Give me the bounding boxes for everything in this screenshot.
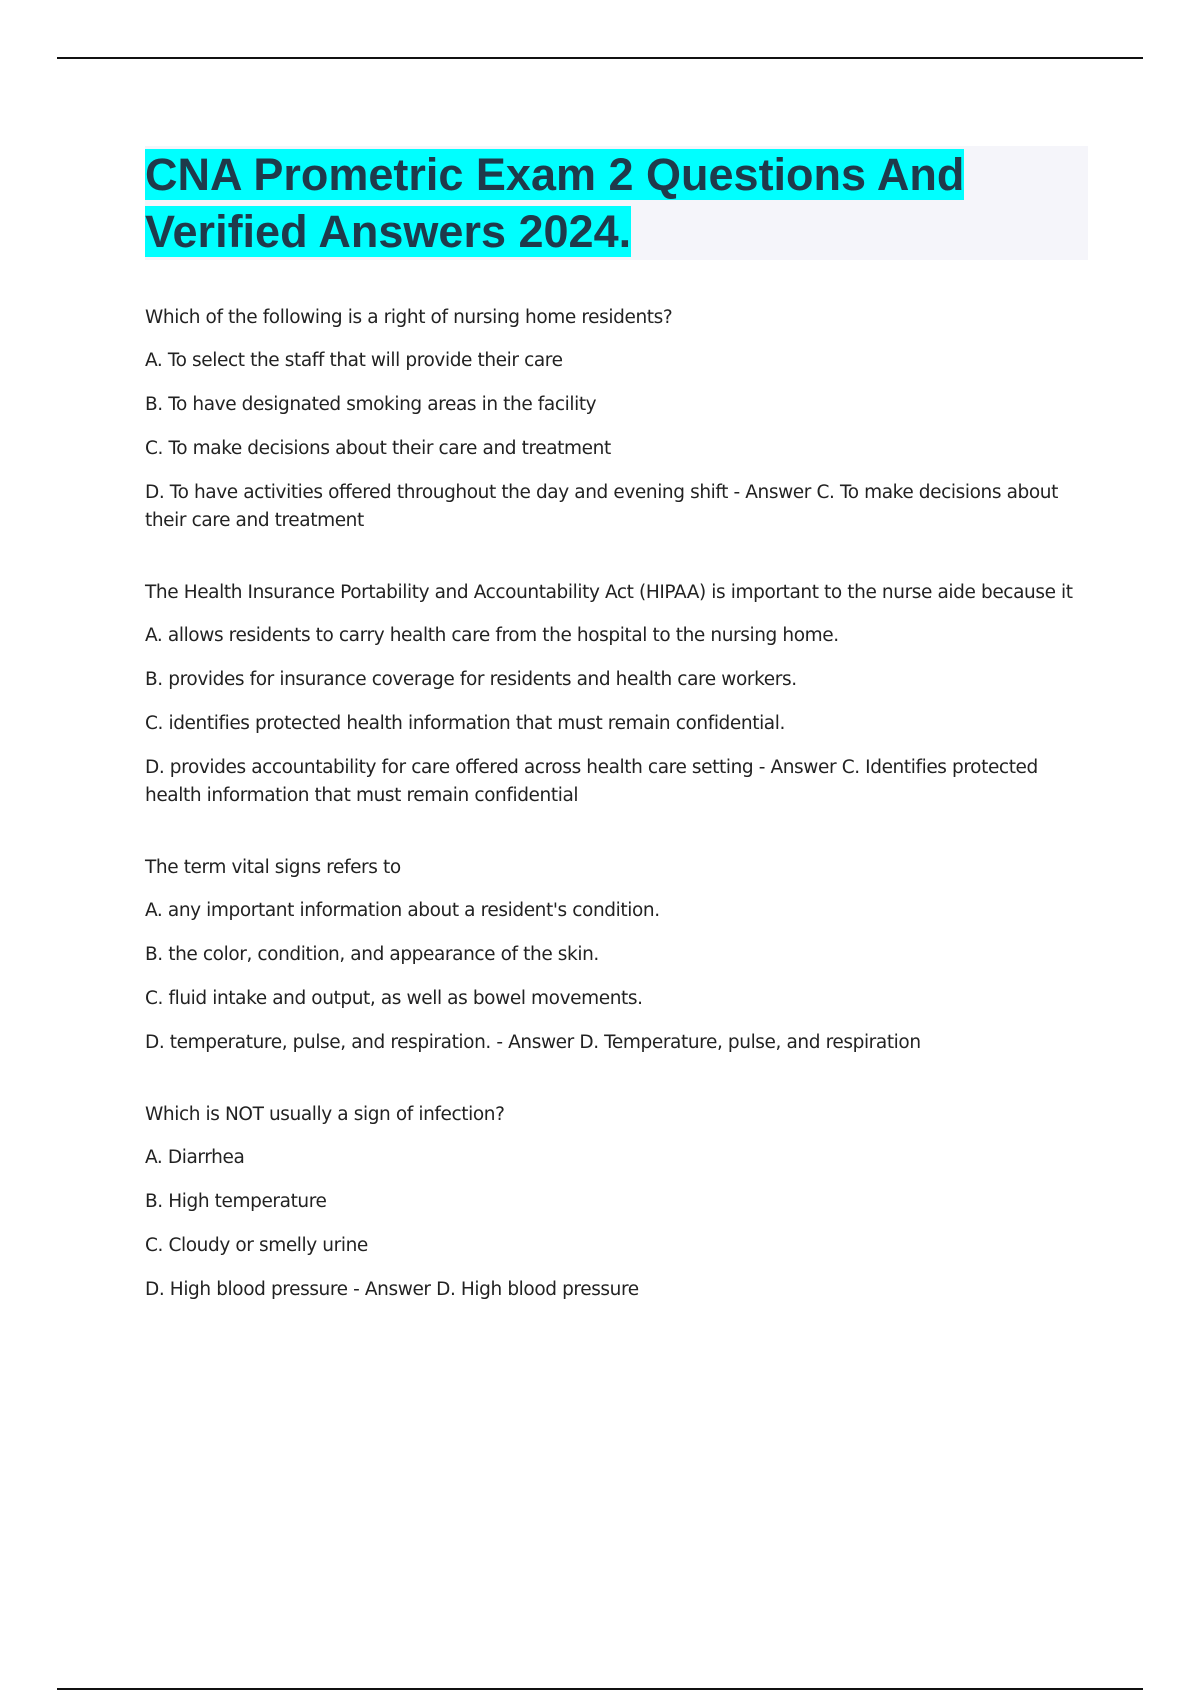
option-d-with-answer: D. High blood pressure - Answer D. High blood pressure bbox=[145, 1279, 639, 1300]
option-b: B. the color, condition, and appearance of the skin. bbox=[145, 944, 599, 965]
option-a: A. Diarrhea bbox=[145, 1147, 245, 1168]
question-3 bbox=[145, 854, 1088, 1057]
question-stem: The term vital signs refers to bbox=[145, 857, 401, 878]
footer-rule bbox=[57, 1688, 1143, 1690]
question-stem: Which of the following is a right of nursing home residents? bbox=[145, 307, 673, 328]
option-b: B. High temperature bbox=[145, 1191, 327, 1212]
header-rule bbox=[57, 57, 1143, 59]
title-line-1: CNA Prometric Exam 2 Questions And bbox=[145, 149, 965, 200]
option-c: C. To make decisions about their care and treatment bbox=[145, 438, 611, 459]
document-title bbox=[145, 146, 1088, 260]
option-d-with-answer: D. To have activities offered throughout the day and evening shift - Answer C. To make decisions about their care and treatment bbox=[145, 482, 1058, 531]
option-d-with-answer: D. temperature, pulse, and respiration. - Answer D. Temperature, pulse, and respiration bbox=[145, 1032, 921, 1053]
option-b: B. provides for insurance coverage for residents and health care workers. bbox=[145, 669, 797, 690]
option-b: B. To have designated smoking areas in the facility bbox=[145, 394, 597, 415]
option-c: C. Cloudy or smelly urine bbox=[145, 1235, 368, 1256]
title-line-2: Verified Answers 2024. bbox=[145, 206, 632, 257]
question-stem: Which is NOT usually a sign of infection? bbox=[145, 1104, 505, 1125]
option-c: C. fluid intake and output, as well as bowel movements. bbox=[145, 988, 643, 1009]
option-a: A. allows residents to carry health care from the hospital to the nursing home. bbox=[145, 625, 839, 646]
question-stem: The Health Insurance Portability and Accountability Act (HIPAA) is important to the nurse aide because it bbox=[145, 582, 1073, 603]
option-d-with-answer: D. provides accountability for care offered across health care setting - Answer C. Identifies protected health information that must remain confidential bbox=[145, 757, 1038, 806]
question-4 bbox=[145, 1101, 1088, 1304]
question-2 bbox=[145, 579, 1088, 810]
document-body bbox=[145, 146, 1088, 1348]
option-a: A. To select the staff that will provide their care bbox=[145, 350, 563, 371]
question-1 bbox=[145, 304, 1088, 535]
option-a: A. any important information about a resident's condition. bbox=[145, 900, 660, 921]
option-c: C. identifies protected health information that must remain confidential. bbox=[145, 713, 785, 734]
title-block bbox=[145, 146, 1088, 260]
